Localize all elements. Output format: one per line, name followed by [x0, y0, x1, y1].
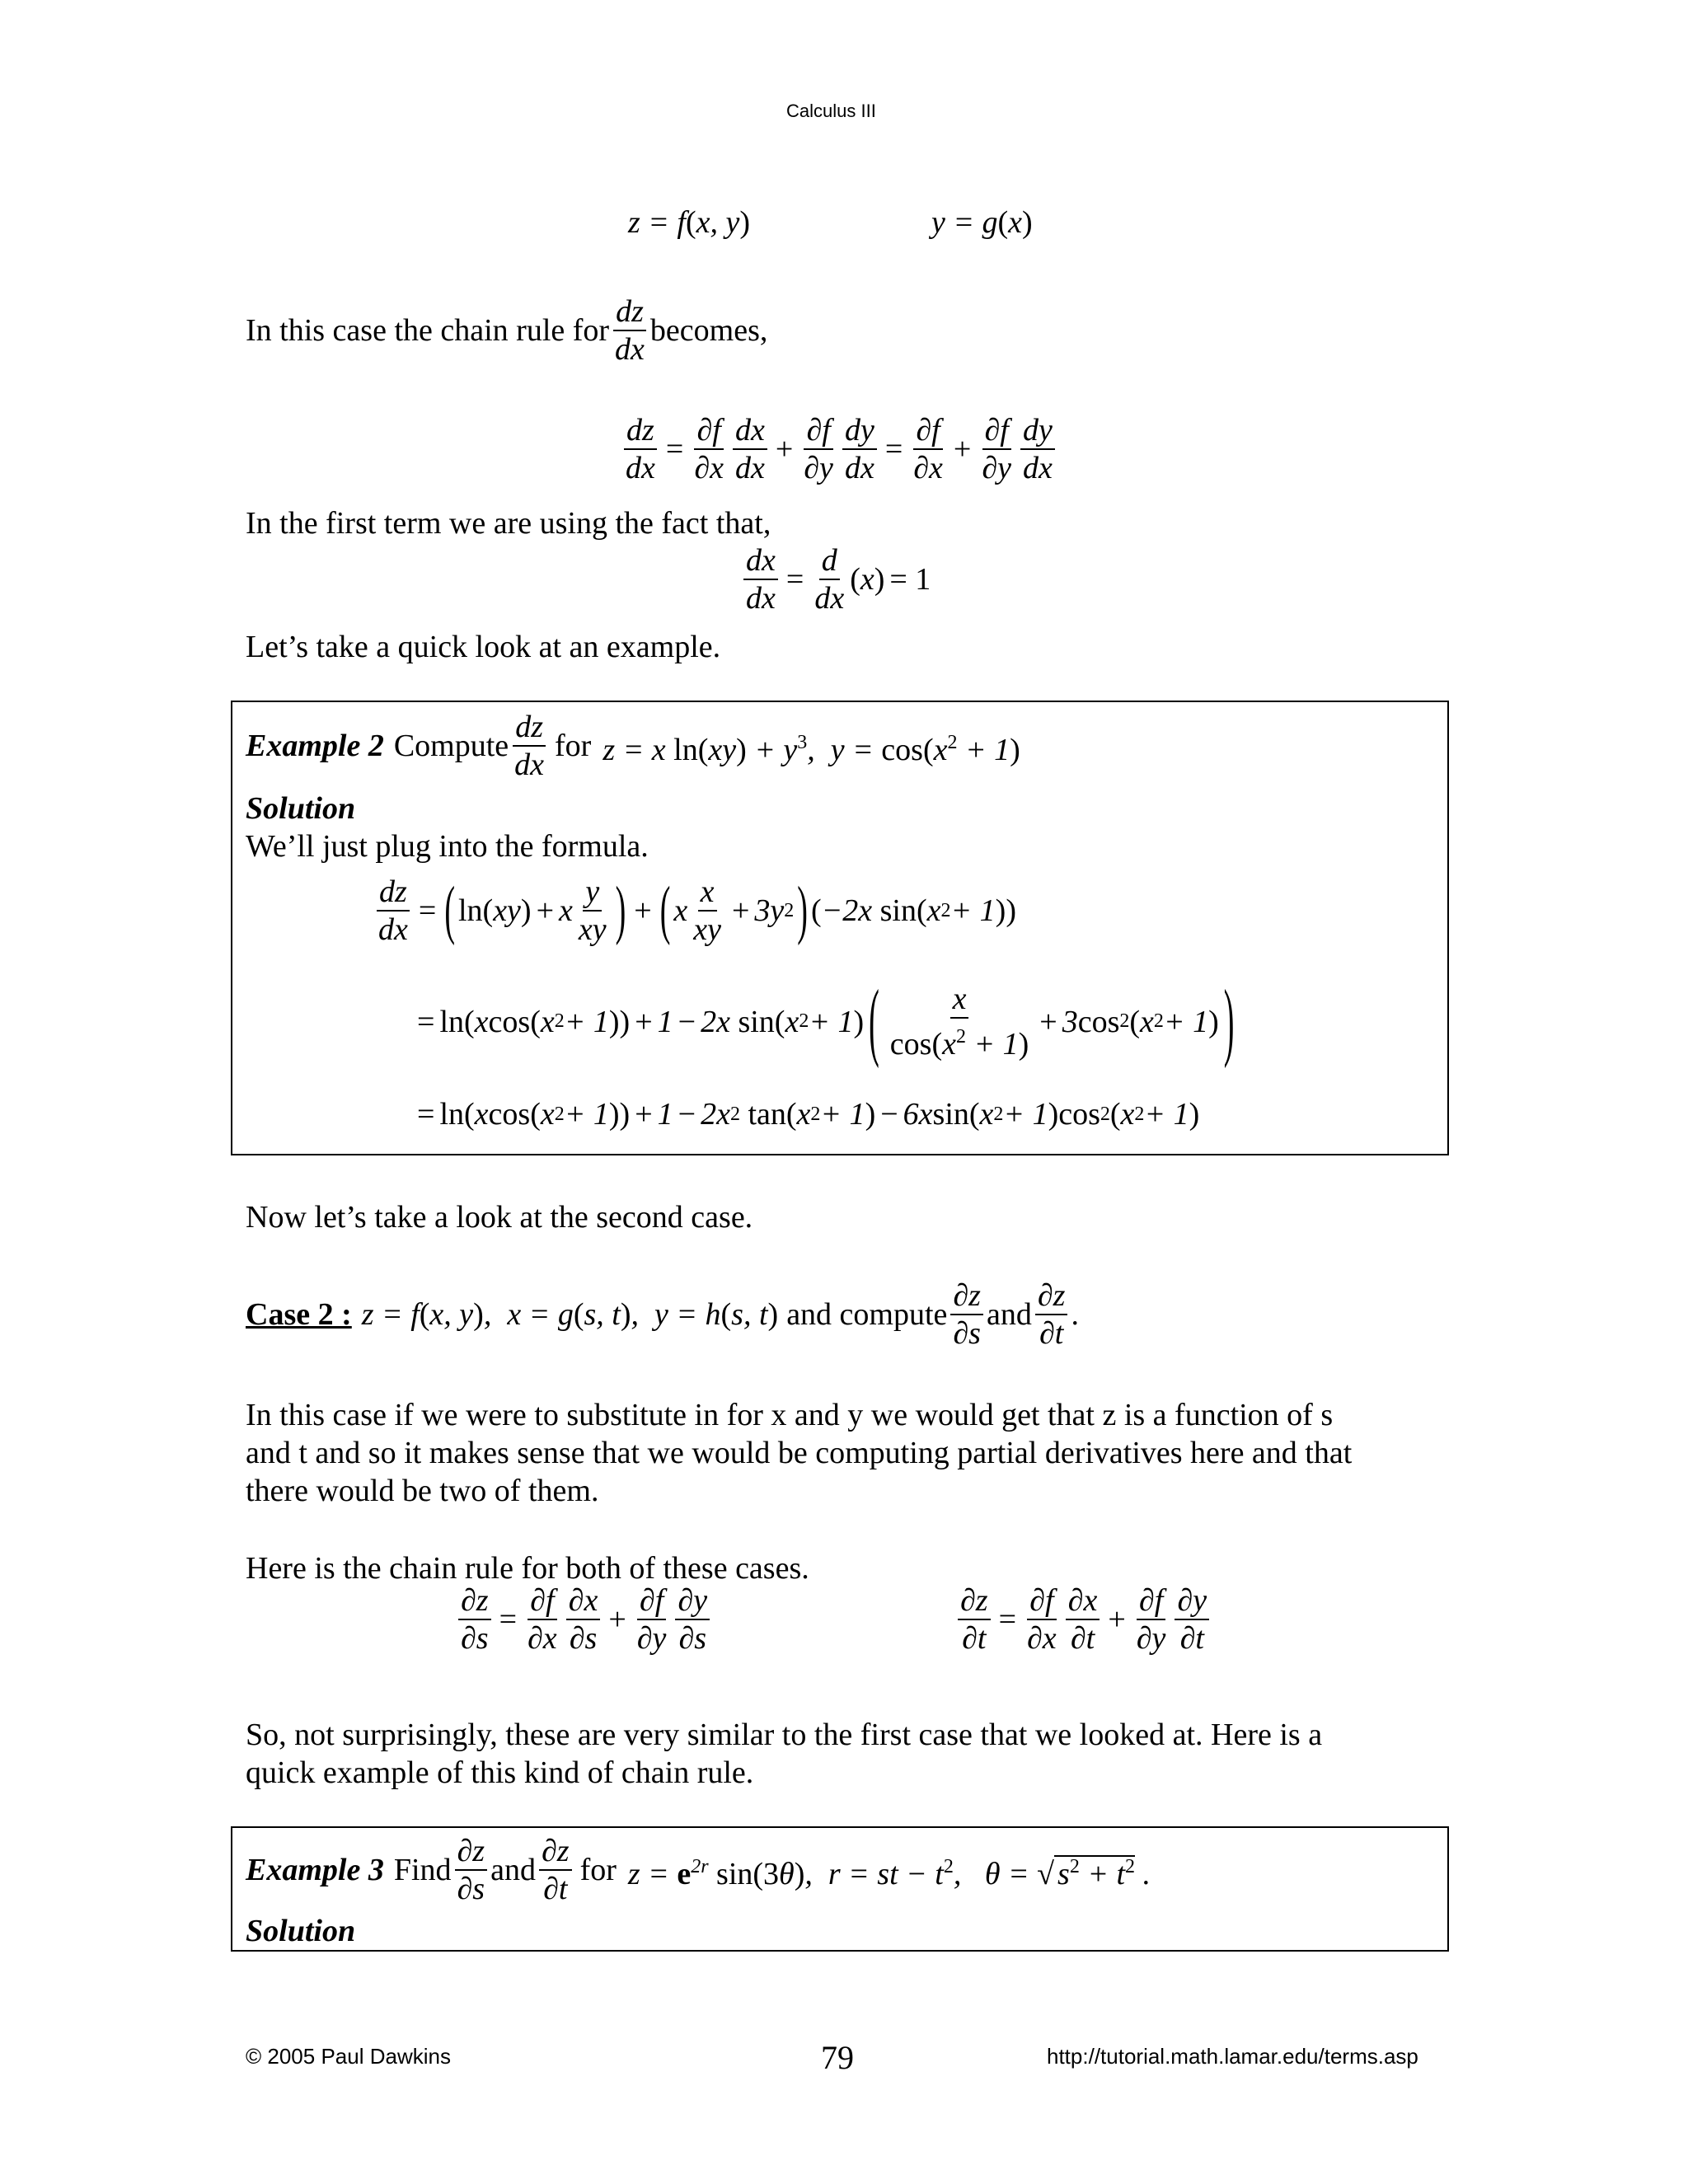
paragraph-quick-look: Let’s take a quick look at an example. [246, 630, 721, 664]
paragraph-chain-rule-both: Here is the chain rule for both of these cases. [246, 1551, 809, 1586]
footer-page-number: 79 [821, 2039, 854, 2076]
example-2-equation-line-3: = ln ( x cos ( x 2 + 1 )) + 1 − 2x 2 tan ( x 2 + 1 ) − 6x sin ( x 2 + 1 ) cos 2 ( x 2 + 1 ) [417, 1097, 1200, 1132]
example-3-solution-heading: Solution [246, 1914, 356, 1948]
example-2-equation-line-2: = ln ( x cos ( x 2 + 1 )) + 1 − 2x sin ( x 2 + 1 ) ( $\frac{x}{\cos(x^2 + 1)}$ + 3 cos 2 ( x 2 + 1 ) ) [417, 972, 1235, 1071]
example-2-equation-line-1: $\frac{dz}{dx}$ = ( ln ( xy ) + x $\frac{y}{xy}$ ) + ( x $\frac{x}{xy}$ + 3y 2 ) ( −2x sin ( x 2 + 1 )) [378, 874, 1016, 948]
footer-copyright: © 2005 Paul Dawkins [246, 2044, 451, 2069]
paragraph-case-2-explanation-line-2: and t and so it makes sense that we would be computing partial derivatives here and that [246, 1436, 1353, 1470]
equation-y-g: y = g(x) [931, 205, 1033, 240]
paragraph-chain-rule-intro: In this case the chain rule for $\frac{dz}{dx}$ becomes, [246, 294, 768, 367]
paragraph-similar-line-2: quick example of this kind of chain rule. [246, 1755, 754, 1790]
equation-dz-ds: $\frac{\partial z}{\partial s}$ = $\frac{\partial f}{\partial x}$ $\frac{\partial x}{\partial s}$ + $\frac{\partial f}{\partial y}$ $\frac{\partial y}{\partial s}$ [455, 1582, 713, 1657]
paragraph-similar-line-1: So, not surprisingly, these are very similar to the first case that we looked at. Here is a [246, 1718, 1323, 1752]
example-2-solution-heading: Solution [246, 791, 356, 826]
paragraph-second-case: Now let’s take a look at the second case. [246, 1200, 753, 1235]
example-3-label: Example 3 [246, 1853, 384, 1887]
paragraph-case-2-explanation-line-1: In this case if we were to substitute in for x and y we would get that z is a function of s [246, 1398, 1334, 1432]
paragraph-first-term: In the first term we are using the fact that, [246, 506, 771, 541]
example-2-label: Example 2 [246, 729, 384, 763]
case-2-statement: Case 2 : z = f(x, y), x = g(s, t), y = h(s, t) and compute $\frac{\partial z}{\partial s}$ and $\frac{\partial z}{\partial t}$ . [246, 1278, 1079, 1351]
example-2-statement: Example 2 Compute $\frac{dz}{dx}$ for z = x $\ln(xy) + y^3$, $y = \cos(x^2 + 1)$ [246, 710, 1020, 782]
equation-dz-dt: $\frac{\partial z}{\partial t}$ = $\frac{\partial f}{\partial x}$ $\frac{\partial x}{\partial t}$ + $\frac{\partial f}{\partial y}$ $\frac{\partial y}{\partial t}$ [954, 1582, 1212, 1657]
equation-chain-rule-case1: $\frac{dz}{dx}$ = $\frac{\partial f}{\partial x}$ $\frac{dx}{dx}$ + $\frac{\partial f}{\partial y}$ $\frac{dy}{dx}$ = $\frac{\partial f}{\partial x}$ + $\frac{\partial f}{\partial y}$ $\frac{dy}{dx}$ [620, 412, 1058, 486]
equation-z-f: z = f(x, y) [628, 205, 751, 240]
equation-dx-dx: $\frac{dx}{dx}$ = $\frac{d}{dx}$ ( x ) = 1 [740, 542, 935, 616]
footer-url[interactable]: http://tutorial.math.lamar.edu/terms.asp [1047, 2044, 1418, 2069]
paragraph-case-2-explanation-line-3: there would be two of them. [246, 1474, 599, 1508]
example-3-statement: Example 3 Find $\frac{\partial z}{\partial s}$ and $\frac{\partial z}{\partial t}$ for $z = e^{2r}$ sin(3θ), r = st − $t^2$, θ = √ $s^2 + t^2$ . [246, 1834, 1151, 1906]
case-2-label: Case 2 : [246, 1297, 352, 1332]
fraction-dz-dx: $\frac{dz}{dx}$ [615, 294, 645, 367]
page-header: Calculus III [786, 101, 876, 121]
example-2-intro: We’ll just plug into the formula. [246, 829, 649, 864]
